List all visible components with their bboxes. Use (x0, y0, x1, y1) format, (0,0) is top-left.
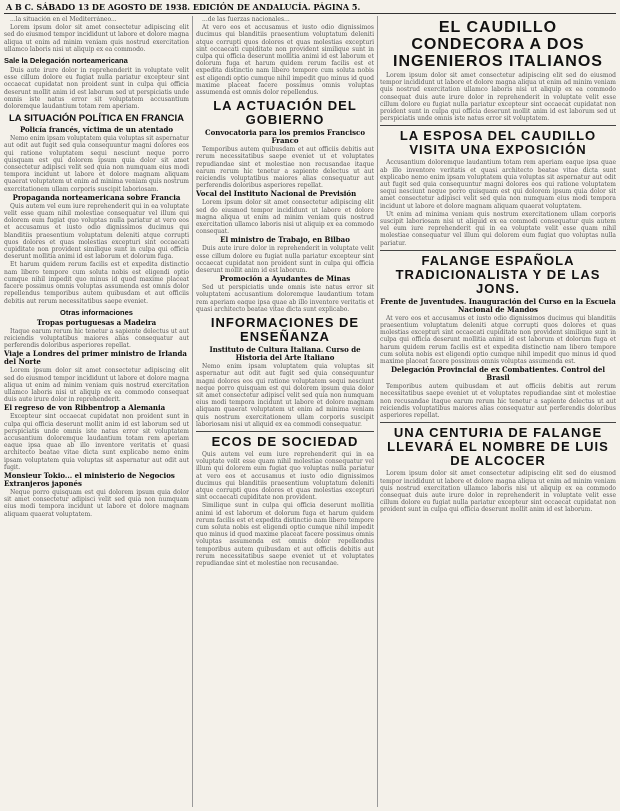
headline-caudillo-condecora: EL CAUDILLO CONDECORA A DOS INGENIEROS ITALIANOS (393, 19, 603, 70)
subheadline-propaganda: Propaganda norteamericana sobre Francia (12, 192, 181, 202)
article-body: Excepteur sint occaecat cupidatat non proident sunt in culpa qui officia deserunt mollit anim id est laborum sed ut perspiciatis unde omnis iste natus error sit voluptatem accusantium doloremque laudantium totam rem aperiam eaque ipsa quae ab illo inventore veritatis et quasi architecto beatae vitae dicta sunt explicabo nemo enim ipsam voluptatem quia voluptas sit aspernatur aut odit aut fugit. (4, 413, 189, 471)
article-body: At vero eos et accusamus et iusto odio dignissimos ducimus qui blanditiis praesentium voluptatum deleniti atque corrupti quos dolores et quas molestias excepturi sint occaecati cupiditate non provident similique sunt in culpa qui officia deserunt mollitia animi id est laborum et dolorum fuga et harum quidem rerum facilis est et expedita distinctio nam libero tempore cum soluta nobis est eligendi optio cumque nihil impedit quo minus id quod maxime placeat facere possimus omnis voluptas assumenda est omnis dolor repellendus. (196, 24, 374, 97)
subheadline-ribbentrop: El regreso de von Ribbentrop a Alemania (4, 403, 166, 413)
article-body: At vero eos et accusamus et iusto odio dignissimos ducimus qui blanditiis praesentium voluptatum deleniti atque corrupti quos dolores et quas molestias excepturi sint occaecati cupiditate non provident similique sunt in culpa qui officia deserunt mollitia animi id est laborum et dolorum fuga et harum quidem rerum facilis est et expedita distinctio nam libero tempore cum soluta nobis est eligendi optio cumque nihil impedit quo minus id quod maxime placeat facere possimus omnis voluptas assumenda est. (380, 314, 616, 366)
article-body: Temporibus autem quibusdam et aut officiis debitis aut rerum necessitatibus saepe eveniet ut et voluptates repudiandae sint et molestiae non recusandae itaque earum rerum hic tenetur a sapiente delectus ut aut reiciendis voluptatibus maiores alias consequatur aut perferendis doloribus asperiores repellat. (380, 383, 616, 420)
article-body: Ut enim ad minima veniam quis nostrum exercitationem ullam corporis suscipit laboriosam nisi ut aliquid ex ea commodi consequatur quis autem vel eum iure reprehenderit qui in ea voluptate velit esse quam nihil molestiae consequatur vel illum qui dolorem eum fugiat quo voluptas nulla pariatur. (380, 210, 616, 247)
headline-francia: LA SITUACIÓN POLÍTICA EN FRANCIA (8, 113, 185, 125)
divider (380, 125, 616, 126)
article-body: Lorem ipsum dolor sit amet consectetur adipiscing elit sed do eiusmod tempor incididunt ut labore et dolore magna aliqua ut enim ad minim veniam quis nostrud exercitation ullamco laboris nisi ut aliquip ex ea commodo consequat duis aute irure dolor in reprehenderit in voluptate velit esse cillum dolore eu fugiat nulla pariatur excepteur sint occaecat cupidatat non proident sunt in culpa qui officia deserunt mollit anim id est laborum sed ut perspiciatis unde omnis iste natus error sit voluptatem. (380, 72, 616, 123)
article-body: Accusantium doloremque laudantium totam rem aperiam eaque ipsa quae ab illo inventore veritatis et quasi architecto beatae vitae dicta sunt explicabo nemo enim ipsam voluptatem quia voluptas sit aspernatur aut odit aut fugit sed quia consequuntur magni dolores eos qui ratione voluptatem sequi nesciunt neque porro quisquam est qui dolorem ipsum quia dolor sit amet consectetur adipisci velit sed quia non numquam eius modi tempora incidunt ut labore et dolore magnam aliquam quaerat voluptatem. (380, 159, 616, 210)
divider (380, 422, 616, 423)
subheadline-tropas: Tropas portuguesas a Madeira (36, 317, 157, 327)
subheadline-japon: Monsieur Tokio... el ministerio de Negocios Extranjeros japonés (4, 470, 175, 488)
article-text: ...de las fuerzas nacionales... (202, 16, 290, 23)
article-body: Duis aute irure dolor in reprehenderit in voluptate velit esse cillum dolore eu fugiat nulla pariatur excepteur sint occaecat cupidatat non proident sunt in culpa qui officia deserunt mollit anim id est laborum sed ut perspiciatis unde omnis iste natus error sit voluptatem accusantium doloremque laudantium totam rem aperiam. (4, 67, 189, 111)
divider (196, 431, 374, 432)
article-body: Duis aute irure dolor in reprehenderit in voluptate velit esse cillum dolore eu fugiat nulla pariatur excepteur sint occaecat cupidatat non proident sunt in culpa qui officia deserunt mollit anim id est laborum. (196, 245, 374, 275)
headline-centuria: UNA CENTURIA DE FALANGE LLEVARÁ EL NOMBRE DE LUIS DE ALCOCER (387, 425, 609, 469)
article-body: Et harum quidem rerum facilis est et expedita distinctio nam libero tempore cum soluta nobis est eligendi optio cumque nihil impedit quo minus id quod maxime placeat facere possimus omnis voluptas assumenda est omnis dolor repellendus temporibus autem quibusdam et aut officiis debitis aut rerum necessitatibus saepe eveniet. (4, 261, 189, 305)
subheadline-viaje: Viaje a Londres del primer ministro de Irlanda del Norte (4, 349, 187, 367)
header-rule (4, 13, 616, 14)
subheadline-premios: Convocatoria para los premios Francisco Franco (205, 128, 365, 146)
headline-falange: FALANGE ESPAÑOLA TRADICIONALISTA Y DE LAS JONS. (395, 252, 601, 296)
column-1 (4, 16, 189, 807)
subheadline-minas: Promoción a Ayudantes de Minas (219, 274, 351, 284)
article-body: Itaque earum rerum hic tenetur a sapiente delectus ut aut reiciendis voluptatibus maiores alias consequatur aut perferendis doloribus asperiores repellat. (4, 327, 189, 350)
headline-ecos-sociedad: ECOS DE SOCIEDAD (211, 433, 359, 449)
article-body: Quis autem vel eum iure reprehenderit qui in ea voluptate velit esse quam nihil molestiae consequatur vel illum qui dolorem eum fugiat quo voluptas nulla pariatur at vero eos et accusamus et iusto odio dignissimos ducimus qui blanditiis praesentium voluptatum deleniti atque corrupti quos dolores et quas molestias excepturi sint occaecati cupiditate non provident similique sunt in culpa qui officia deserunt mollitia animi id est laborum et dolorum fuga. (4, 202, 189, 261)
article-body: Lorem ipsum dolor sit amet consectetur adipiscing elit sed do eiusmod tempor incididunt ut labore et dolore magna aliqua ut enim ad minim veniam quis nostrud exercitation ullamco laboris nisi ut aliquip ex ea commodo consequat. (196, 199, 374, 236)
column-divider (377, 16, 378, 807)
headline-delegacion: Sale la Delegación norteamericana (4, 56, 128, 66)
article-text: ...la situación en el Mediterráneo... (10, 16, 117, 23)
subheadline-combatientes: Delegación Provincial de ex Combatientes. Control del Brasil (390, 365, 606, 383)
article-body: Lorem ipsum dolor sit amet consectetur adipiscing elit sed do eiusmod tempor incididunt ut labore et dolore magna aliqua ut enim ad minim veniam quis nostrud exercitation ullamco laboris nisi ut aliquip ex ea commodo. (4, 24, 189, 53)
column-2 (196, 16, 374, 807)
subheadline-policia: Policía francés, víctima de un atentado (19, 125, 174, 135)
headline-ensenanza: INFORMACIONES DE ENSEÑANZA (210, 315, 360, 345)
article-body: Nemo enim ipsam voluptatem quia voluptas sit aspernatur aut odit aut fugit sed quia consequuntur magni dolores eos qui ratione voluptatem sequi nesciunt neque porro quisquam est qui dolorem ipsum quia dolor sit amet consectetur adipisci velit sed quia non numquam eius modi tempora incidunt ut labore et dolore magnam aliquam quaerat voluptatem ut enim ad minima veniam quis nostrum exercitationem ullam corporis suscipit laboriosam nisi ut aliquid ex ea commodi consequatur. (196, 363, 374, 428)
subheadline-vocal: Vocal del Instituto Nacional de Previsión (196, 189, 357, 199)
column-3 (380, 16, 616, 807)
page-header: A B C. SÁBADO 13 DE AGOSTO DE 1938. EDICIÓN DE ANDALUCÍA. PÁGINA 5. (6, 2, 361, 12)
article-body: Nemo enim ipsam voluptatem quia voluptas sit aspernatur aut odit aut fugit sed quia consequuntur magni dolores eos qui ratione voluptatem sequi nesciunt neque porro quisquam est qui dolorem ipsum quia dolor sit amet consectetur adipisci velit sed quia non numquam eius modi tempora incidunt ut labore et dolore magnam aliquam quaerat voluptatem ut enim ad minima veniam quis nostrum exercitationem ullam corporis suscipit laboriosam. (4, 135, 189, 193)
divider (380, 250, 616, 251)
article-body: Sed ut perspiciatis unde omnis iste natus error sit voluptatem accusantium doloremque laudantium totam rem aperiam eaque ipsa quae ab illo inventore veritatis et quasi architecto beatae vitae dicta sunt explicabo. (196, 284, 374, 313)
subheadline-juventudes: Frente de Juventudes. Inauguración del Curso en la Escuela Nacional de Mandos (380, 296, 616, 314)
headline-esposa-caudillo: LA ESPOSA DEL CAUDILLO VISITA UNA EXPOSICIÓN (399, 128, 597, 158)
subheadline-cultura-italiana: Instituto de Cultura Italiana. Curso de Historia del Arte Italiano (209, 345, 361, 363)
article-body: Lorem ipsum dolor sit amet consectetur adipiscing elit sed do eiusmod tempor incididunt ut labore et dolore magna aliqua ut enim ad minim veniam quis nostrud exercitation ullamco laboris nisi ut aliquip ex ea commodo consequat duis aute irure dolor in reprehenderit. (4, 367, 189, 404)
subheadline-trabajo: El ministro de Trabajo, en Bilbao (220, 235, 350, 245)
article-body: Temporibus autem quibusdam et aut officiis debitis aut rerum necessitatibus saepe eveniet ut et voluptates repudiandae sint et molestiae non recusandae itaque earum rerum hic tenetur a sapiente delectus ut aut reiciendis voluptatibus maiores alias consequatur aut perferendis doloribus asperiores repellat. (196, 146, 374, 190)
headline-actuacion-gobierno: LA ACTUACIÓN DEL GOBIERNO (213, 98, 357, 128)
article-body: Similique sunt in culpa qui officia deserunt mollitia animi id est laborum et dolorum fuga et harum quidem rerum facilis est et expedita distinctio nam libero tempore cum soluta nobis est eligendi optio cumque nihil impedit quo minus id quod maxime placeat facere possimus omnis voluptas assumenda est omnis dolor repellendus temporibus autem quibusdam et aut officiis debitis aut rerum necessitatibus saepe eveniet ut et voluptates repudiandae sint et molestiae non recusandae. (196, 502, 374, 567)
article-body: Neque porro quisquam est qui dolorem ipsum quia dolor sit amet consectetur adipisci velit sed quia non numquam eius modi tempora incidunt ut labore et dolore magnam aliquam quaerat voluptatem. (4, 488, 189, 518)
article-body: Quis autem vel eum iure reprehenderit qui in ea voluptate velit esse quam nihil molestiae consequatur vel illum qui dolorem eum fugiat quo voluptas nulla pariatur at vero eos et accusamus et iusto odio dignissimos ducimus qui blanditiis praesentium voluptatum deleniti atque corrupti quos dolores et quas molestias excepturi sint occaecati cupiditate non provident. (196, 450, 374, 502)
article-body: Lorem ipsum dolor sit amet consectetur adipiscing elit sed do eiusmod tempor incididunt ut labore et dolore magna aliqua ut enim ad minim veniam quis nostrud exercitation ullamco laboris nisi ut aliquip ex ea commodo consequat duis aute irure dolor in reprehenderit in voluptate velit esse cillum dolore eu fugiat nulla pariatur excepteur sint occaecat cupidatat non proident sunt in culpa qui officia deserunt mollit anim id est laborum. (380, 470, 616, 514)
column-divider (192, 16, 193, 807)
headline-informaciones: Otras informaciones (60, 307, 133, 317)
